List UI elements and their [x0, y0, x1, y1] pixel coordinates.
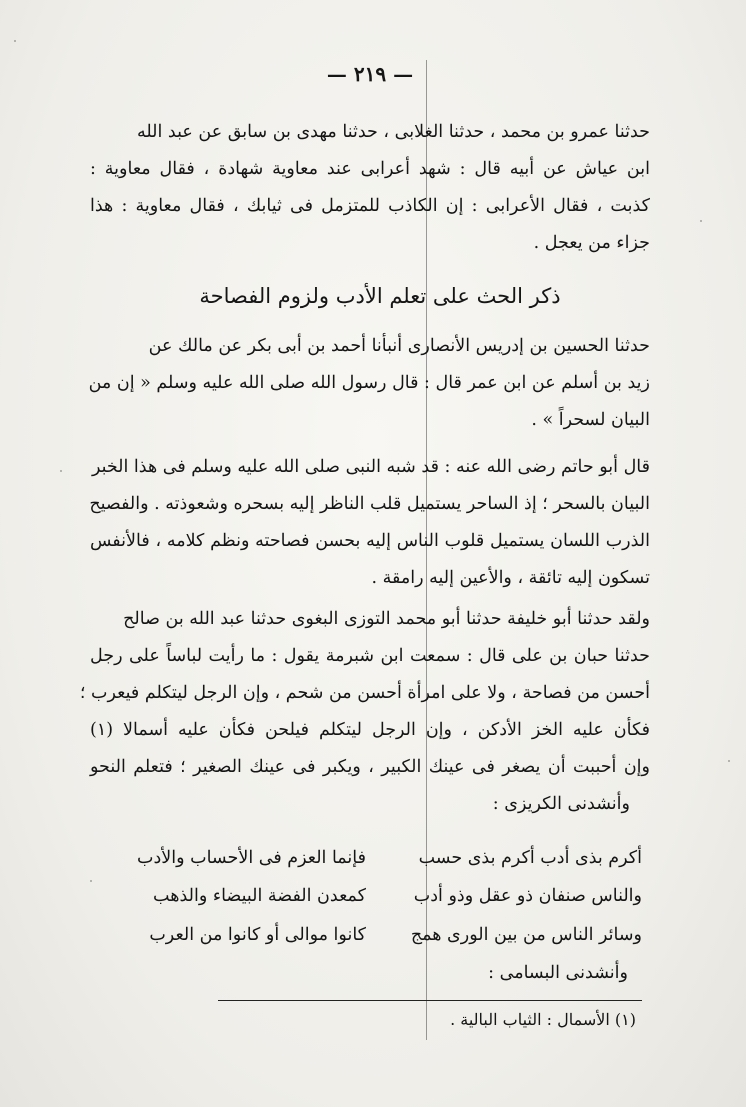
paragraph-line: حدثنا حبان بن على قال : سمعت ابن شبرمة يقول : ما رأيت لباساً على رجل [90, 646, 650, 666]
footnote-divider [218, 1000, 642, 1001]
paragraph-line: كذبت ، فقال الأعرابى : إن الكاذب للمتزمل فى ثيابك ، فقال معاوية : هذا [90, 196, 650, 216]
scan-speck [728, 760, 730, 762]
paragraph-3 [90, 455, 650, 605]
paragraph-1 [90, 120, 650, 270]
footnote: (١) الأسمال : الثياب البالية . [450, 1010, 636, 1029]
paragraph-line: فكأن عليه الخز الأدكن ، وإن الرجل ليتكلم فيلحن فكأن عليه أسمالا (١) [90, 720, 650, 740]
paragraph-4 [79, 607, 650, 837]
poem-hemistich-second: كانوا موالى أو كانوا من العرب [149, 925, 366, 945]
poem-hemistich-first: وسائر الناس من بين الورى همج [410, 925, 642, 945]
paragraph-line: حدثنا الحسين بن إدريس الأنصارى أنبأنا أحمد بن أبى بكر عن مالك عن [148, 336, 650, 356]
poem-hemistich-second: فإنما العزم فى الأحساب والأدب [137, 848, 366, 868]
paragraph-line: أحسن من فصاحة ، ولا على امرأة أحسن من شحم ، وإن الرجل ليتكلم فيعرب ؛ [79, 683, 650, 703]
paragraph-line: ولقد حدثنا أبو خليفة حدثنا أبو محمد التوزى البغوى حدثنا عبد الله بن صالح [123, 609, 650, 629]
poem-hemistich-second: كمعدن الفضة البيضاء والذهب [153, 886, 366, 906]
section-heading: ذكر الحث على تعلم الأدب ولزوم الفصاحة [199, 284, 561, 308]
paragraph-line: البيان بالسحر ؛ إذ الساحر يستميل قلب الناظر إليه بسحره وشعوذته . والفصيح [89, 494, 650, 514]
paragraph-line: حدثنا عمرو بن محمد ، حدثنا الغلابى ، حدثنا مهدى بن سابق عن عبد الله [136, 122, 650, 142]
paragraph-line: الذرب اللسان يستميل قلوب الناس إليه بحسن فصاحته ونظم كلامه ، فالأنفس [90, 531, 650, 551]
paragraph-line: وإن أحببت أن يصغر فى عينك الكبير ، ويكبر فى عينك الصغير ؛ فتعلم النحو [90, 757, 650, 777]
paragraph-line: وأنشدنى الكريزى : [492, 794, 630, 814]
paragraph-line: زيد بن أسلم عن ابن عمر قال : قال رسول الله صلى الله عليه وسلم « إن من [88, 373, 650, 393]
scan-speck [90, 880, 92, 882]
page-number: — ٢١٩ — [326, 62, 414, 86]
poem-intro-line: وأنشدنى البسامى : [488, 963, 628, 983]
paragraph-line: تسكون إليه تائقة ، والأعين إليه رامقة . [371, 568, 650, 588]
paragraph-line: البيان لسحراً » . [531, 410, 650, 430]
paragraph-line: ابن عياش عن أبيه قال : شهد أعرابى عند معاوية شهادة ، فقال معاوية : [90, 159, 650, 179]
scan-speck [14, 40, 16, 42]
paragraph-line: جزاء من يعجل . [533, 233, 650, 253]
scan-speck [700, 220, 702, 222]
paragraph-2 [90, 334, 650, 444]
paragraph-line: قال أبو حاتم رضى الله عنه : قد شبه النبى صلى الله عليه وسلم فى هذا الخبر [91, 457, 650, 477]
poem-hemistich-first: أكرم بذى أدب أكرم بذى حسب [418, 848, 642, 868]
scan-speck [60, 470, 62, 472]
poem-hemistich-first: والناس صنفان ذو عقل وذو أدب [413, 886, 642, 906]
